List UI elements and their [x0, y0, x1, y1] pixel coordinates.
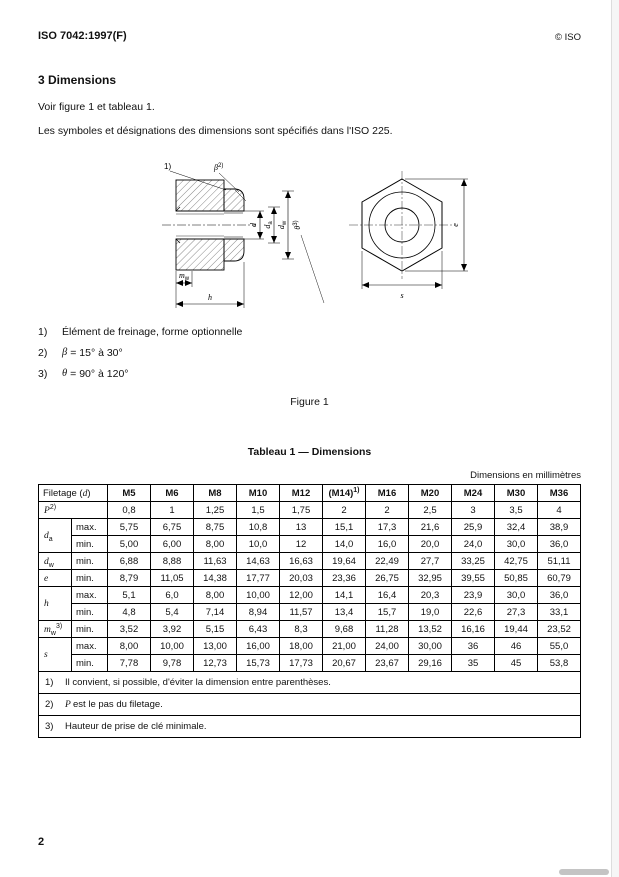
table-cell: 23,36 [323, 570, 366, 587]
table-cell: 24,0 [452, 536, 495, 553]
table-cell: 8,79 [108, 570, 151, 587]
note-text: = 15° à 30° [70, 347, 123, 359]
figure-label-s: s [400, 291, 404, 300]
figure-note-2 [38, 347, 581, 359]
table-cell: 5,75 [108, 519, 151, 536]
column-header: M8 [194, 485, 237, 502]
table-cell: 32,4 [495, 519, 538, 536]
note-text: = 90° à 120° [70, 368, 129, 380]
table-cell: 19,0 [409, 604, 452, 621]
table-cell: 15,7 [366, 604, 409, 621]
dimensions-table [38, 484, 581, 738]
figure-note-3 [38, 368, 581, 380]
table-row [39, 519, 581, 536]
column-header: M12 [280, 485, 323, 502]
table-cell: 11,57 [280, 604, 323, 621]
table-cell: 2 [366, 502, 409, 519]
nut-section-view [162, 162, 324, 308]
table-cell: 21,00 [323, 638, 366, 655]
table-cell: 23,67 [366, 655, 409, 672]
table-footnote: 3) Hauteur de prise de clé minimale. [39, 716, 581, 738]
table-cell: 20,0 [409, 536, 452, 553]
note-symbol: β [62, 347, 68, 358]
column-header: M16 [366, 485, 409, 502]
figure-notes [38, 326, 581, 380]
table-cell: 15,1 [323, 519, 366, 536]
table-cell: 30,0 [495, 587, 538, 604]
column-header: M36 [538, 485, 581, 502]
table-row [39, 536, 581, 553]
table-cell: 17,77 [237, 570, 280, 587]
table-cell: 36,0 [538, 587, 581, 604]
table-cell: 33,25 [452, 553, 495, 570]
table-cell: 6,88 [108, 553, 151, 570]
table-cell: 20,03 [280, 570, 323, 587]
table-row [39, 655, 581, 672]
table-cell: 3 [452, 502, 495, 519]
table-cell: 53,8 [538, 655, 581, 672]
paragraph-figure-ref: Voir figure 1 et tableau 1. [38, 101, 155, 113]
table-cell: 22,6 [452, 604, 495, 621]
table-cell: 5,1 [108, 587, 151, 604]
table-units-note: Dimensions en millimètres [470, 470, 581, 481]
table-cell: 21,6 [409, 519, 452, 536]
table-cell: 5,4 [151, 604, 194, 621]
table-cell: 10,8 [237, 519, 280, 536]
table-cell: 13,52 [409, 621, 452, 638]
table-cell: 14,0 [323, 536, 366, 553]
table-cell: 20,67 [323, 655, 366, 672]
table-cell: 19,64 [323, 553, 366, 570]
page-header [38, 30, 581, 43]
row-symbol: $m_w^{3)}$ [39, 621, 72, 638]
table-cell: 8,94 [237, 604, 280, 621]
table-footnote-row [39, 694, 581, 716]
table-cell: 9,78 [151, 655, 194, 672]
table-cell: 16,00 [237, 638, 280, 655]
table-cell: 8,00 [108, 638, 151, 655]
row-symbol: h [39, 587, 72, 621]
section-heading: 3 Dimensions [38, 73, 117, 87]
row-limit-label: max. [72, 638, 108, 655]
table-cell: 11,05 [151, 570, 194, 587]
row-limit-label: min. [72, 604, 108, 621]
copyright-notice: © ISO [554, 32, 581, 43]
table-cell: 35 [452, 655, 495, 672]
table-cell: 45 [495, 655, 538, 672]
table-cell: 12,73 [194, 655, 237, 672]
table-cell: 2,5 [409, 502, 452, 519]
table-cell: 10,00 [237, 587, 280, 604]
note-symbol: θ [62, 368, 68, 379]
row-limit-label: max. [72, 519, 108, 536]
table-cell: 14,38 [194, 570, 237, 587]
table-cell: 39,55 [452, 570, 495, 587]
column-header: M20 [409, 485, 452, 502]
table-header-row [39, 485, 581, 502]
table-cell: 38,9 [538, 519, 581, 536]
table-row [39, 570, 581, 587]
table-cell: 20,3 [409, 587, 452, 604]
note-number: 2) [38, 347, 48, 359]
table-cell: 1,25 [194, 502, 237, 519]
figure-label-h: h [208, 293, 212, 302]
table-cell: 8,00 [194, 587, 237, 604]
figure-1-drawing [142, 157, 477, 312]
table-cell: 6,75 [151, 519, 194, 536]
note-number: 3) [38, 368, 48, 380]
table-cell: 7,14 [194, 604, 237, 621]
table-cell: 16,16 [452, 621, 495, 638]
table-cell: 12,00 [280, 587, 323, 604]
table-cell: 8,75 [194, 519, 237, 536]
table-cell: 11,28 [366, 621, 409, 638]
row-symbol: $P^{2)}$ [39, 502, 108, 519]
table-cell: 5,00 [108, 536, 151, 553]
table-cell: 3,5 [495, 502, 538, 519]
table-cell: 17,3 [366, 519, 409, 536]
note-text: Élément de freinage, forme optionnelle [62, 326, 243, 338]
table-cell: 1 [151, 502, 194, 519]
table-cell: 7,78 [108, 655, 151, 672]
table-cell: 14,1 [323, 587, 366, 604]
table-cell: 12 [280, 536, 323, 553]
table-cell: 13 [280, 519, 323, 536]
figure-label-e: e [451, 223, 460, 227]
figure-label-theta: $\theta^{3)}$ [293, 220, 302, 230]
column-header: M10 [237, 485, 280, 502]
table-cell: 14,63 [237, 553, 280, 570]
table-footnote-row [39, 716, 581, 738]
vertical-scrollbar-track[interactable] [611, 0, 619, 877]
table-cell: 13,4 [323, 604, 366, 621]
table-cell: 4 [538, 502, 581, 519]
table-cell: 23,52 [538, 621, 581, 638]
table-row [39, 638, 581, 655]
row-limit-label: min. [72, 553, 108, 570]
table-cell: 29,16 [409, 655, 452, 672]
table-row [39, 553, 581, 570]
table-cell: 32,95 [409, 570, 452, 587]
table-cell: 9,68 [323, 621, 366, 638]
column-header: M6 [151, 485, 194, 502]
note-number: 1) [38, 326, 48, 338]
figure-label-beta: $\beta^{2)}$ [214, 163, 224, 172]
table-cell: 10,0 [237, 536, 280, 553]
table-cell: 3,52 [108, 621, 151, 638]
column-header: M5 [108, 485, 151, 502]
table-cell: 55,0 [538, 638, 581, 655]
figure-note-1 [38, 326, 581, 338]
table-cell: 51,11 [538, 553, 581, 570]
table-cell: 4,8 [108, 604, 151, 621]
doc-reference: ISO 7042:1997(F) [38, 30, 127, 42]
table-cell: 16,0 [366, 536, 409, 553]
dimensions-table-body [39, 502, 581, 738]
table-cell: 36 [452, 638, 495, 655]
table-cell: 11,63 [194, 553, 237, 570]
table-cell: 50,85 [495, 570, 538, 587]
paragraph-symbols-ref: Les symboles et désignations des dimensions sont spécifiés dans l'ISO 225. [38, 125, 393, 137]
table-cell: 42,75 [495, 553, 538, 570]
table-cell: 33,1 [538, 604, 581, 621]
table-cell: 27,7 [409, 553, 452, 570]
page-number: 2 [38, 836, 45, 848]
column-header: $(M14)^{1)}$ [323, 485, 366, 502]
table-cell: 24,00 [366, 638, 409, 655]
figure-label-mw: $m_w$ [178, 271, 190, 282]
table-cell: 10,00 [151, 638, 194, 655]
row-limit-label: min. [72, 621, 108, 638]
row-limit-label: min. [72, 570, 108, 587]
dimensions-table-head [39, 485, 581, 502]
column-header: M24 [452, 485, 495, 502]
table-cell: 30,0 [495, 536, 538, 553]
table-cell: 5,15 [194, 621, 237, 638]
table-row [39, 502, 581, 519]
table-cell: 8,88 [151, 553, 194, 570]
table-cell: 8,3 [280, 621, 323, 638]
figure-label-d: d [249, 223, 258, 227]
row-limit-label: min. [72, 655, 108, 672]
table-cell: 60,79 [538, 570, 581, 587]
table-cell: 8,00 [194, 536, 237, 553]
table-row [39, 587, 581, 604]
figure-callout-1: 1) [164, 162, 172, 171]
table-cell: 3,92 [151, 621, 194, 638]
row-symbol: e [39, 570, 72, 587]
figure-label-da: $d_a$ [263, 221, 274, 229]
table-cell: 19,44 [495, 621, 538, 638]
table-cell: 18,00 [280, 638, 323, 655]
table-footnote: 1) Il convient, si possible, d'éviter la dimension entre parenthèses. [39, 672, 581, 694]
figure-label-dw: $d_w$ [277, 220, 288, 230]
table-cell: 36,0 [538, 536, 581, 553]
row-symbol: $d_w$ [39, 553, 72, 570]
row-symbol: $d_a$ [39, 519, 72, 553]
table-cell: 1,75 [280, 502, 323, 519]
table-cell: 23,9 [452, 587, 495, 604]
table-footnote: 2) P est le pas du filetage. [39, 694, 581, 716]
table-cell: 27,3 [495, 604, 538, 621]
table-row [39, 621, 581, 638]
table-cell: 17,73 [280, 655, 323, 672]
table-cell: 16,4 [366, 587, 409, 604]
table-cell: 46 [495, 638, 538, 655]
column-header: M30 [495, 485, 538, 502]
table-cell: 6,43 [237, 621, 280, 638]
nut-end-view [349, 171, 468, 300]
row-symbol: s [39, 638, 72, 672]
table-cell: 26,75 [366, 570, 409, 587]
table-cell: 2 [323, 502, 366, 519]
table-cell: 13,00 [194, 638, 237, 655]
table-cell: 1,5 [237, 502, 280, 519]
figure-caption: Figure 1 [290, 396, 329, 408]
table-cell: 6,00 [151, 536, 194, 553]
figure-1 [38, 157, 581, 317]
table-footnote-row [39, 672, 581, 694]
table-cell: 22,49 [366, 553, 409, 570]
table-row [39, 604, 581, 621]
row-limit-label: min. [72, 536, 108, 553]
table-corner-header: Filetage (d) [39, 485, 108, 502]
table-cell: 16,63 [280, 553, 323, 570]
table-cell: 25,9 [452, 519, 495, 536]
table-title: Tableau 1 — Dimensions [247, 446, 372, 458]
table-cell: 30,00 [409, 638, 452, 655]
table-cell: 15,73 [237, 655, 280, 672]
row-limit-label: max. [72, 587, 108, 604]
table-cell: 6,0 [151, 587, 194, 604]
table-cell: 0,8 [108, 502, 151, 519]
horizontal-scrollbar-thumb[interactable] [559, 869, 609, 875]
